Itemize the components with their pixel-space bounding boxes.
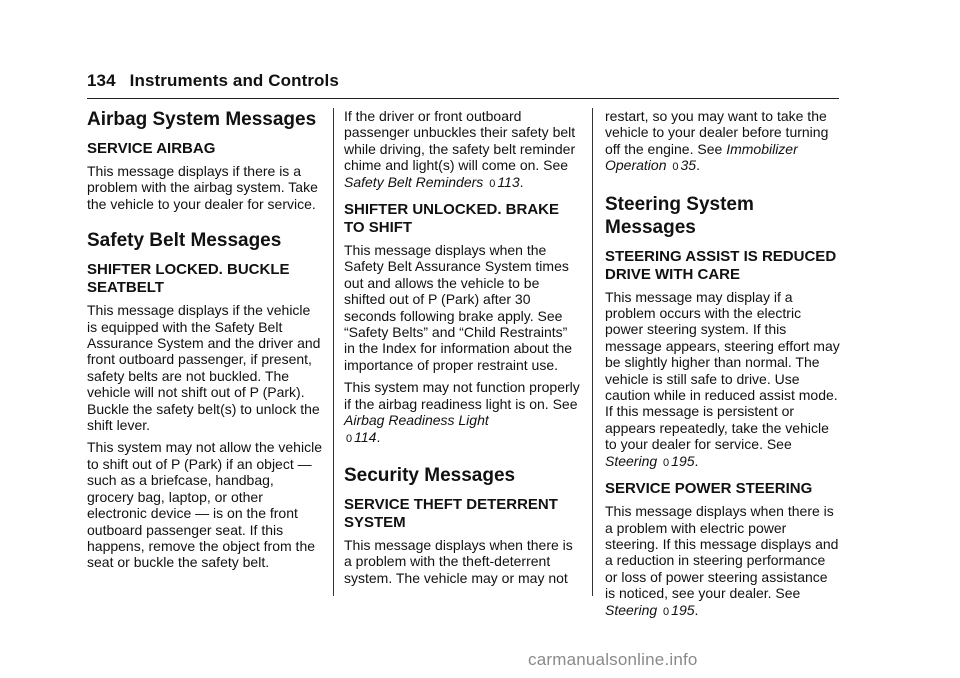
immobilizer-operation-link[interactable]: Immobilizer Operation <box>605 140 798 174</box>
power-steering-paragraph: This message displays when there is a problem with electric power steering. If this message displays and a reduction in steering performance or loss of power steering assistance is noticed, see your dealer. See Steering 0 195. <box>605 503 839 618</box>
immobilizer-paragraph: restart, so you may want to take the vehicle to your dealer before turning off the engine. See Immobilizer Operation 0 35. <box>605 108 829 174</box>
page-ref-195[interactable]: 195 <box>671 601 695 618</box>
theft-deterrent-heading: SERVICE THEFT DETERRENT SYSTEM <box>344 495 558 531</box>
page-ref-114[interactable]: 114 <box>354 428 377 445</box>
watermark: carmanualsonline.info <box>528 650 698 669</box>
shifter-unlocked-text: This message displays when the Safety Belt Assurance System times out and allows the vehicle to be shifted out of P (Park) after 30 seconds following brake apply. See “Safety Belts” and “Child Restraints” in the Index for information about the importance of proper restraint use. <box>344 242 573 373</box>
airbag-readiness-paragraph: This system may not function properly if the airbag readiness light is on. See Airbag Readiness Light 0 114. <box>344 379 580 445</box>
belt-reminder-text: If the driver or front outboard passenger unbuckles their safety belt while driving, the safety belt reminder chime and light(s) will come on. See <box>344 108 576 174</box>
section-title: Instruments and Controls <box>129 71 339 90</box>
steering-link[interactable]: Steering <box>605 601 658 618</box>
service-airbag-heading: SERVICE AIRBAG <box>87 140 216 157</box>
column-1 <box>87 108 323 577</box>
service-airbag-text: This message displays if there is a problem with the airbag system. Take the vehicle to your dealer for service. <box>87 163 318 212</box>
page-ref-195[interactable]: 195 <box>671 452 695 469</box>
column-divider-2 <box>592 108 593 596</box>
shifter-locked-paragraph-2: This system may not allow the vehicle to shift out of P (Park) if an object — such as a briefcase, handbag, grocery bag, laptop, or other electronic device — is on the front outboard passenger seat. If this happens, remove the object from the seat or buckle the safety belt. <box>87 439 322 571</box>
steering-assist-heading: STEERING ASSIST IS REDUCED DRIVE WITH CARE <box>605 247 837 283</box>
page-ref-arrow-icon: 0 <box>672 161 679 174</box>
security-messages-heading: Security Messages <box>344 464 516 486</box>
airbag-readiness-light-link[interactable]: Airbag Readiness Light <box>344 412 489 429</box>
airbag-messages-heading: Airbag System Messages <box>87 109 317 130</box>
power-steering-text: This message displays when there is a problem with electric power steering. If this message displays and a reduction in steering performance or loss of power steering assistance is noticed, see your dealer. See <box>605 503 839 602</box>
shifter-unlocked-heading: SHIFTER UNLOCKED. BRAKE TO SHIFT <box>344 201 560 237</box>
page-ref-arrow-icon: 0 <box>663 605 670 618</box>
theft-deterrent-text: This message displays when there is a problem with the theft-deterrent system. The vehicle may or may not <box>344 536 573 586</box>
shifter-locked-heading: SHIFTER LOCKED. BUCKLE SEATBELT <box>87 261 290 297</box>
column-3 <box>605 108 841 626</box>
header-rule <box>87 98 839 99</box>
shifter-locked-paragraph-1: This message displays if the vehicle is equipped with the Safety Belt Assurance System and the driver and front outboard passenger, if present, safety belts are not buckled. The vehicle will not shift out of P (Park). Buckle the safety belt(s) to unlock the shift lever. <box>87 302 321 434</box>
safety-belt-messages-heading: Safety Belt Messages <box>87 230 282 252</box>
steering-link[interactable]: Steering <box>605 452 658 469</box>
belt-reminder-paragraph: If the driver or front outboard passenger unbuckles their safety belt while driving, the safety belt reminder chime and light(s) will come on. See Safety Belt Reminders 0 113. <box>344 108 576 190</box>
page-number: 134 <box>87 71 116 90</box>
airbag-readiness-text: This system may not function properly if the airbag readiness light is on. See <box>344 379 580 412</box>
page-ref-arrow-icon: 0 <box>489 177 496 190</box>
page-ref-113[interactable]: 113 <box>497 173 520 190</box>
column-2 <box>344 108 580 592</box>
column-divider-1 <box>333 108 334 596</box>
page-ref-35[interactable]: 35 <box>680 157 697 174</box>
page-ref-arrow-icon: 0 <box>663 456 670 469</box>
page-ref-arrow-icon: 0 <box>346 432 353 445</box>
steering-messages-heading: Steering System Messages <box>605 193 754 238</box>
immobilizer-text: restart, so you may want to take the vehicle to your dealer before turning off the engine. See <box>605 108 829 157</box>
service-power-steering-heading: SERVICE POWER STEERING <box>605 480 813 498</box>
page-header <box>87 71 339 91</box>
steering-assist-paragraph: This message may display if a problem occurs with the electric power steering system. If this message appears, steering effort may be slightly higher than normal. The vehicle is still safe to drive. Use caution while in reduced assist mode. If this message is persistent or appears repeatedly, take the vehicle to your dealer for service. See Steering 0 195. <box>605 288 840 469</box>
steering-assist-text: This message may display if a problem occurs with the electric power steering system. If this message appears, steering effort may be slightly higher than normal. The vehicle is still safe to drive. Use caution while in reduced assist mode. If this message is persistent or appears repeatedly, take the vehicle to your dealer for service. See <box>605 288 840 453</box>
safety-belt-reminders-link[interactable]: Safety Belt Reminders <box>344 173 484 190</box>
